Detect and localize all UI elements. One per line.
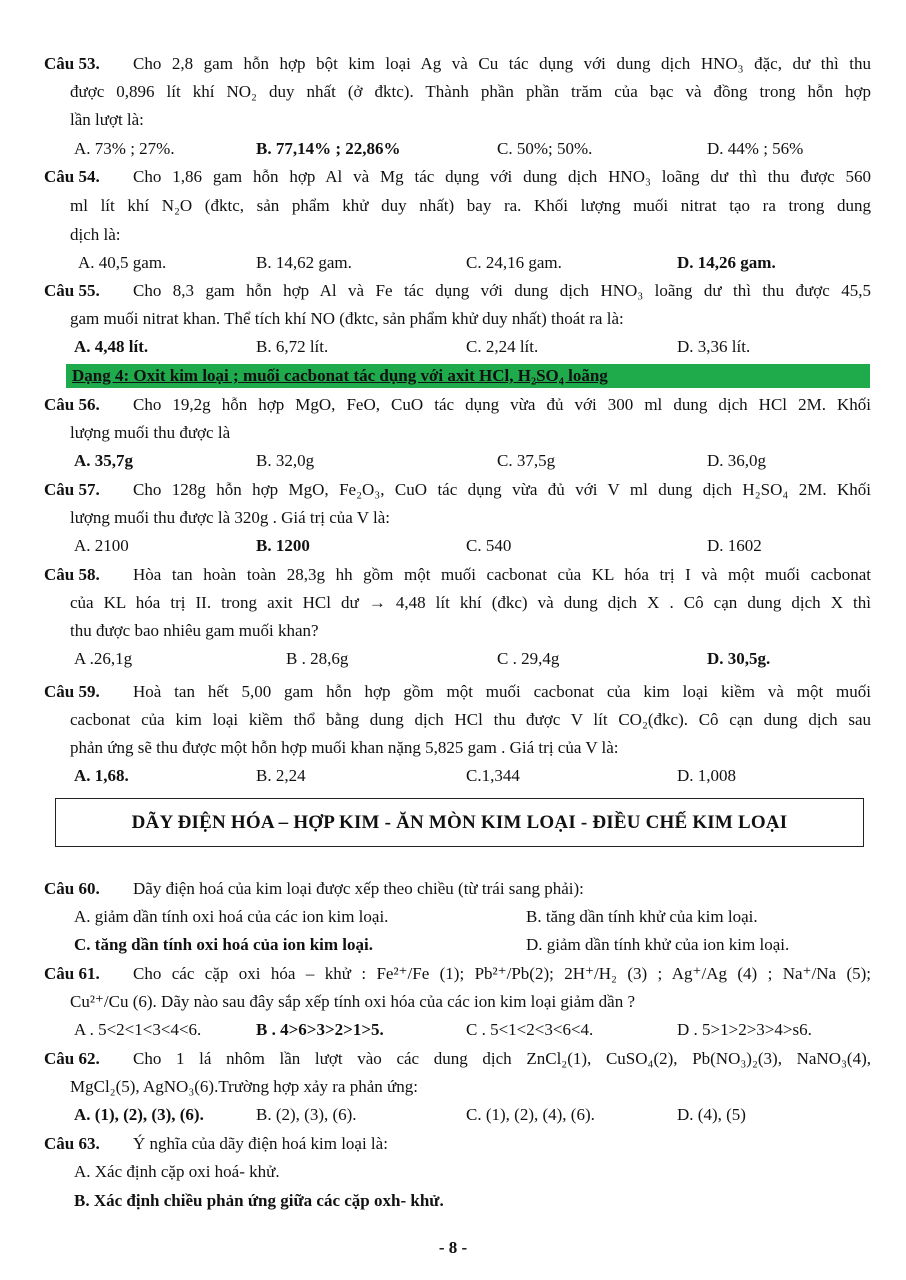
answer-option: B. 6,72 lít. (256, 337, 329, 356)
page-number: - 8 - (438, 1238, 468, 1257)
question-text: lượng muối thu được là (70, 423, 231, 442)
answer-option: B. 32,0g (256, 451, 315, 470)
question-text: Cho 128g hỗn hợp MgO, Fe₂O₃, CuO tác dụng vừa đủ với V ml dung dịch H₂SO₄ 2M. Khối (133, 480, 871, 499)
question-number: Câu 59. (44, 682, 100, 701)
answer-option: A. Xác định cặp oxi hoá- khử. (74, 1162, 280, 1181)
question-number: Câu 63. (44, 1134, 100, 1153)
answer-option-correct: C. tăng dần tính oxi hoá của ion kim loại. (74, 935, 373, 954)
answer-option-correct: B. Xác định chiều phản ứng giữa các cặp oxh- khử. (74, 1191, 444, 1210)
question-number: Câu 61. (44, 964, 100, 983)
question-text: được 0,896 lít khí NO₂ duy nhất (ở đktc). Thành phần phần trăm của bạc và đồng trong hỗn hợp (70, 82, 871, 101)
question-text: Cho 1,86 gam hỗn hợp Al và Mg tác dụng với dung dịch HNO₃ loãng dư thì thu được 560 (133, 167, 871, 186)
answer-option: A. giảm dần tính oxi hoá của các ion kim loại. (74, 907, 389, 926)
question-text: cacbonat của kim loại kiềm thổ bằng dung dịch HCl thu được V lít CO₂(đkc). Cô cạn dung dịch sau (70, 710, 871, 729)
question-number: Câu 58. (44, 565, 100, 584)
question-text: Cho 1 lá nhôm lần lượt vào các dung dịch ZnCl₂(1), CuSO₄(2), Pb(NO₃)₂(3), NaNO₃(4), (133, 1049, 871, 1068)
answer-option: C. 24,16 gam. (466, 253, 562, 272)
question-text: MgCl₂(5), AgNO₃(6).Trường hợp xảy ra phản ứng: (70, 1077, 418, 1096)
answer-option: C . 5<1<2<3<6<4. (466, 1020, 594, 1039)
question-number: Câu 53. (44, 54, 100, 73)
question-text: Cu²⁺/Cu (6). Dãy nào sau đây sắp xếp tính oxi hóa của các ion kim loại giảm dần ? (70, 992, 636, 1011)
answer-option: C. 2,24 lít. (466, 337, 539, 356)
answer-option: D. 44% ; 56% (707, 139, 804, 158)
question-number: Câu 60. (44, 879, 100, 898)
answer-option-correct: B. 1200 (256, 536, 310, 555)
question-text: Ý nghĩa của dãy điện hoá kim loại là: (133, 1134, 388, 1153)
question-text: phản ứng sẽ thu được một hỗn hợp muối khan nặng 5,825 gam . Giá trị của V là: (70, 738, 619, 757)
section-banner (66, 364, 870, 388)
answer-option: C. 50%; 50%. (497, 139, 593, 158)
answer-option: B . 28,6g (286, 649, 349, 668)
question-text: Cho các cặp oxi hóa – khử : Fe²⁺/Fe (1); Pb²⁺/Pb(2); 2H⁺/H₂ (3) ; Ag⁺/Ag (4) ; Na⁺/Na (5); (133, 964, 871, 983)
question-text: lượng muối thu được là 320g . Giá trị của V là: (70, 508, 391, 527)
answer-option: A. 2100 (74, 536, 129, 555)
answer-option: A .26,1g (74, 649, 133, 668)
answer-option-correct: A. 4,48 lít. (74, 337, 149, 356)
answer-option: B. 2,24 (256, 766, 306, 785)
answer-option: D. (4), (5) (677, 1105, 746, 1124)
answer-option: C. 540 (466, 536, 512, 555)
answer-option: B. 14,62 gam. (256, 253, 352, 272)
answer-option-correct: D. 30,5g. (707, 649, 771, 668)
question-number: Câu 56. (44, 395, 100, 414)
question-text: Hòa tan hoàn toàn 28,3g hh gồm một muối cacbonat của KL hóa trị I và một muối cacbonat (133, 565, 871, 584)
question-text: gam muối nitrat khan. Thể tích khí NO (đktc, sản phẩm khử duy nhất) thoát ra là: (70, 309, 624, 328)
answer-option: A. 40,5 gam. (78, 253, 167, 272)
answer-option: C . 29,4g (497, 649, 560, 668)
section-title: DÃY ĐIỆN HÓA – HỢP KIM - ĂN MÒN KIM LOẠI - ĐIỀU CHẾ KIM LOẠI (131, 811, 788, 833)
answer-option: D. 1602 (707, 536, 762, 555)
question-text: lần lượt là: (70, 110, 144, 129)
answer-option: C. 37,5g (497, 451, 556, 470)
section-banner-text: Dạng 4: Oxit kim loại ; muối cacbonat tác dụng với axit HCl, H₂SO₄ loãng (72, 366, 608, 385)
question-number: Câu 57. (44, 480, 100, 499)
question-text: dịch là: (70, 225, 121, 244)
question-text: Cho 19,2g hỗn hợp MgO, FeO, CuO tác dụng vừa đủ với 300 ml dung dịch HCl 2M. Khối (133, 395, 871, 414)
question-text: Dãy điện hoá của kim loại được xếp theo chiều (từ trái sang phải): (133, 879, 584, 898)
question-text: ml lít khí N₂O (đktc, sản phẩm khử duy nhất) bay ra. Khối lượng muối nitrat tạo ra trong dung (70, 196, 871, 215)
question-text: Cho 8,3 gam hỗn hợp Al và Fe tác dụng với dung dịch HNO₃ loãng dư thì thu được 45,5 (133, 281, 871, 300)
answer-option: C.1,344 (466, 766, 520, 785)
answer-option-correct: A. (1), (2), (3), (6). (74, 1105, 204, 1124)
question-text: của KL hóa trị II. trong axit HCl dư → 4,48 lít khí (đkc) và dung dịch X . Cô cạn dung dịch X thì (70, 593, 871, 612)
question-number: Câu 55. (44, 281, 100, 300)
answer-option: D . 5>1>2>3>4>s6. (677, 1020, 812, 1039)
answer-option: D. 1,008 (677, 766, 737, 785)
question-text: Hoà tan hết 5,00 gam hỗn hợp gồm một muối cacbonat của kim loại kiềm và một muối (133, 682, 871, 701)
question-number: Câu 54. (44, 167, 100, 186)
answer-option: B. tăng dần tính khử của kim loại. (526, 907, 758, 926)
answer-option-correct: A. 35,7g (74, 451, 134, 470)
question-number: Câu 62. (44, 1049, 100, 1068)
question-text: Cho 2,8 gam hỗn hợp bột kim loại Ag và Cu tác dụng với dung dịch HNO₃ đặc, dư thì thu (133, 54, 871, 73)
answer-option-correct: D. 14,26 gam. (677, 253, 776, 272)
answer-option: A. 73% ; 27%. (74, 139, 175, 158)
answer-option: B. (2), (3), (6). (256, 1105, 357, 1124)
answer-option: D. 3,36 lít. (677, 337, 751, 356)
answer-option-correct: B. 77,14% ; 22,86% (256, 139, 401, 158)
answer-option: A . 5<2<1<3<4<6. (74, 1020, 202, 1039)
section-title-box (55, 798, 864, 847)
question-text: thu được bao nhiêu gam muối khan? (70, 621, 319, 640)
answer-option: D. 36,0g (707, 451, 767, 470)
answer-option-correct: B . 4>6>3>2>1>5. (256, 1020, 384, 1039)
answer-option: D. giảm dần tính khử của ion kim loại. (526, 935, 790, 954)
answer-option: C. (1), (2), (4), (6). (466, 1105, 595, 1124)
answer-option-correct: A. 1,68. (74, 766, 129, 785)
